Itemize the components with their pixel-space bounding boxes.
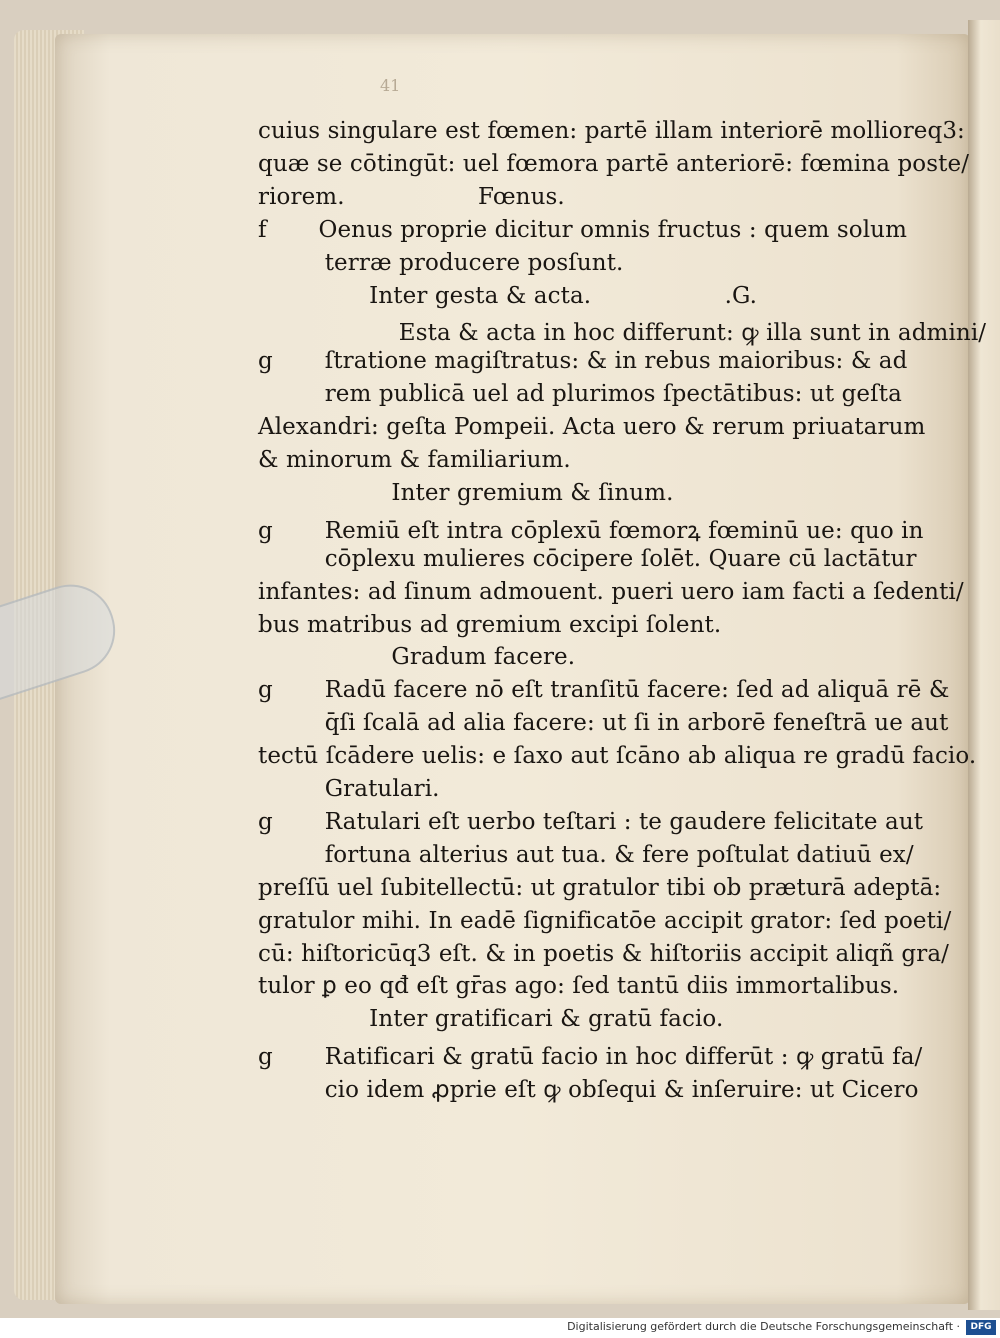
text-line: Inter gremium & ſinum. — [258, 479, 674, 506]
text-line: g Ratulari eſt uerbo teſtari : te gaudere felicitate aut — [258, 808, 924, 835]
text-line: cuius singulare est fœmen: partē illam interiorē mollioreq3: — [258, 118, 965, 144]
text-line: Gradum facere. — [258, 644, 576, 671]
text-line: tectū ſcādere uelis: e ſaxo aut ſcāno ab aliqua re gradū facio. — [258, 743, 977, 770]
text-line: g Radū facere nō eſt tranſitū facere: ſed ad aliquā rē & — [258, 677, 950, 704]
text-line: g Remiū eſt intra cōplexū fœmorꝝ fœminū ue: quo in — [258, 517, 924, 544]
text-line: gratulor mihi. In eadē ſignificatōe accipit grator: ſed poeti/ — [258, 907, 952, 934]
text-line: infantes: ad ſinum admouent. pueri uero iam facti a ſedenti/ — [258, 578, 964, 605]
text-line: tulor ꝑ eo qđ eſt gr̄as ago: ſed tantū diis immortalibus. — [258, 973, 900, 1000]
text-line: cū: hiſtoricūq3 eſt. & in poetis & hiſtoriis accipit aliqñ gra/ — [258, 940, 949, 967]
dfg-logo: DFG — [966, 1320, 996, 1335]
text-line: riorem. Fœnus. — [258, 183, 565, 210]
text-line: quæ se cōtingūt: uel fœmora partē anteriorē: fœmina poste/ — [258, 150, 970, 177]
text-line: Gratulari. — [258, 776, 440, 802]
text-line: Inter gratificari & gratū facio. — [258, 1006, 724, 1033]
text-line: terræ producere posſunt. — [258, 249, 624, 276]
text-line: f Oenus proprie dicitur omnis fructus : quem solum — [258, 216, 908, 243]
text-line: & minorum & familiarium. — [258, 447, 571, 473]
text-line: Alexandri: geſta Pompeii. Acta uero & rerum priuatarum — [258, 414, 926, 441]
text-line: bus matribus ad gremium excipi ſolent. — [258, 611, 722, 638]
folio-number: 41 — [380, 76, 401, 95]
text-line: fortuna alterius aut tua. & fere poſtulat datiuū ex/ — [258, 841, 914, 868]
text-line: cōplexu mulieres cōcipere ſolēt. Quare cū lactātur — [258, 545, 917, 572]
text-line: Esta & acta in hoc differunt: ꝙ illa sunt in admini/ — [258, 320, 987, 347]
text-line: Inter gesta & acta. .G. — [258, 282, 758, 309]
text-line: cio idem ꝓprie eſt ꝙ obſequi & inſeruire: ut Cicero — [258, 1077, 919, 1104]
facing-page-edge — [968, 20, 1000, 1310]
text-line: preſſū uel ſubitellectū: ut gratulor tibi ob præturā adeptā: — [258, 874, 942, 901]
text-line: rem publicā uel ad plurimos ſpectātibus: ut geſta — [258, 381, 902, 408]
footer-bar — [0, 1318, 1000, 1338]
text-line: q̄ſi ſcalā ad alia facere: ut ſi in arborē feneſtrā ue aut — [258, 710, 949, 737]
funding-credit: Digitalisierung gefördert durch die Deutsche Forschungsgemeinschaft · — [567, 1320, 960, 1333]
text-line: g Ratificari & gratū facio in hoc differūt : ꝙ gratū fa/ — [258, 1044, 923, 1071]
text-line: g ſtratione magiſtratus: & in rebus maioribus: & ad — [258, 348, 908, 375]
